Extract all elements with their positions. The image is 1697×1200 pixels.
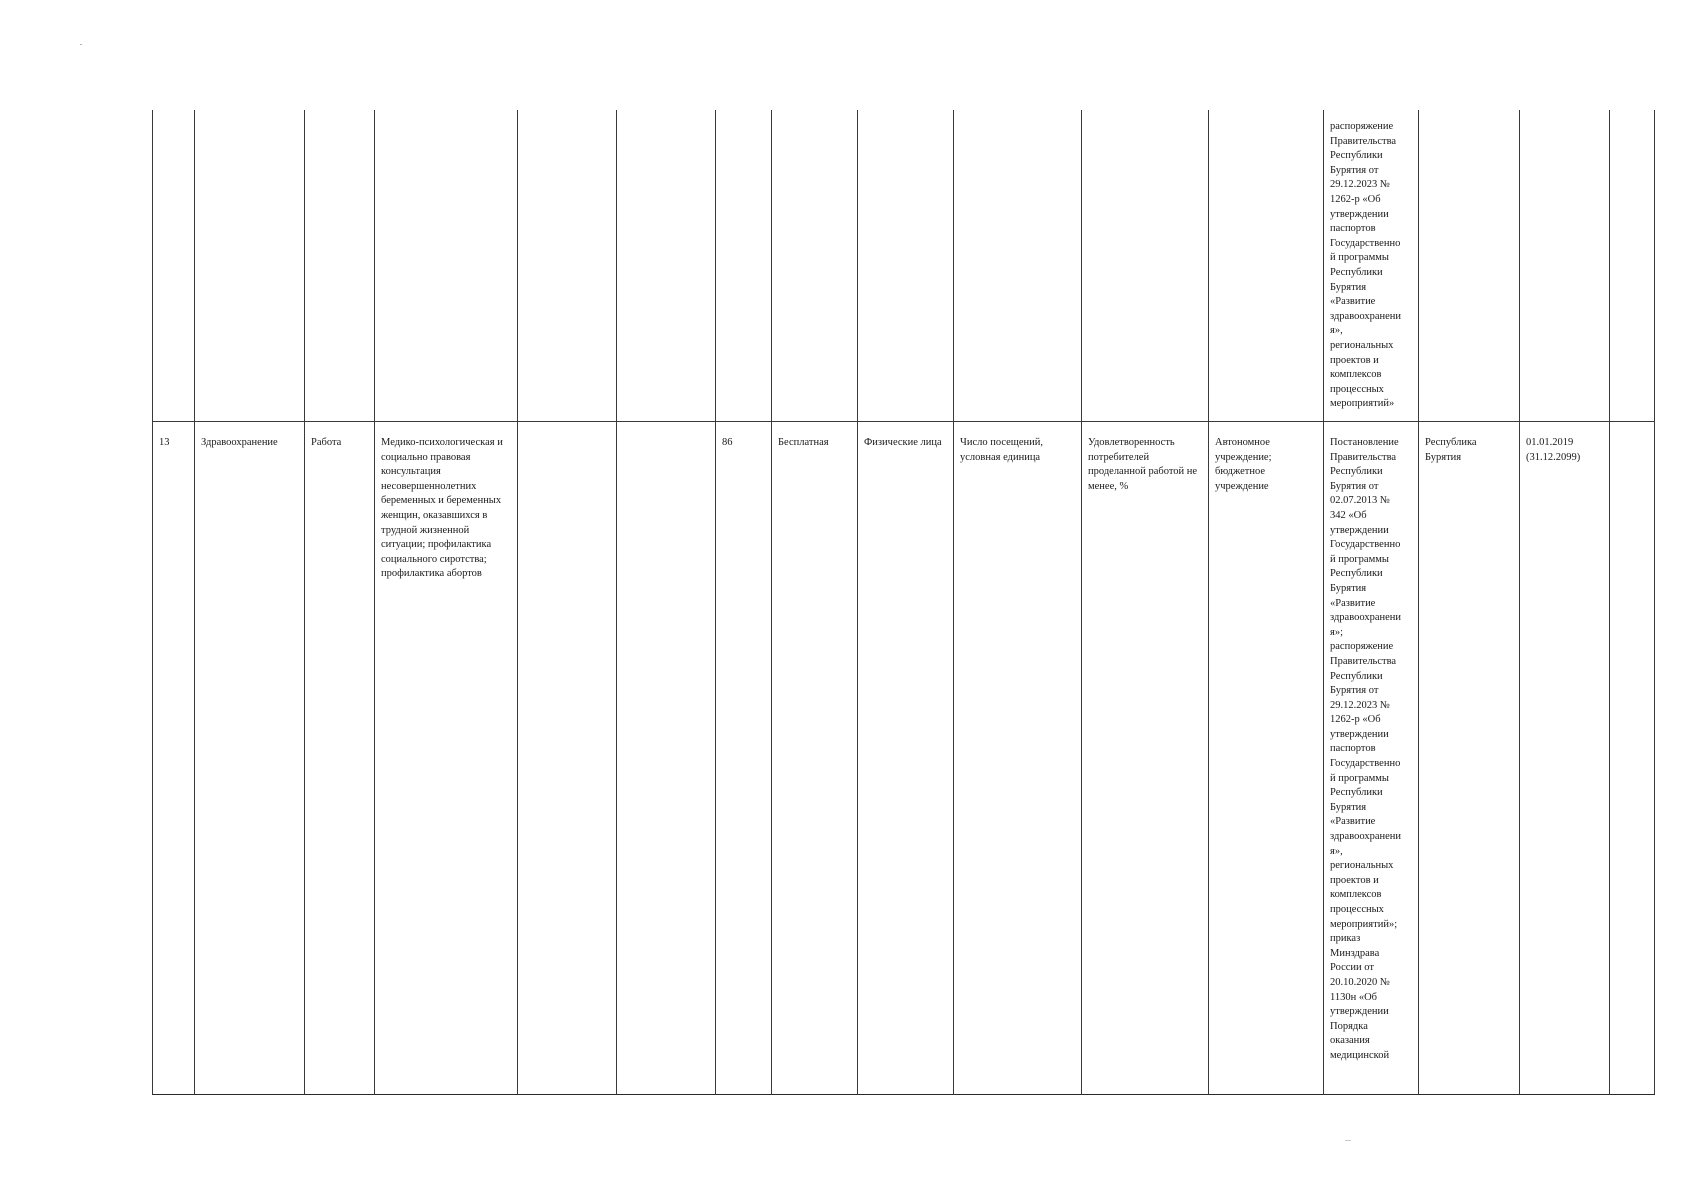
cell-volume-indicator: Число посещений, условная единица: [954, 422, 1082, 1095]
cell-sphere: Здравоохранение: [195, 422, 305, 1095]
cell-institution-type: [1209, 110, 1324, 422]
table-row: [153, 422, 1655, 1095]
cell-legal-basis: Постановление Правительства Республики Бурятия от 02.07.2013 № 342 «Об утверждении Государственно й программы Республики Бурятия «Развитие здравоохранени я»; распоряжение Правительства Республики Бурятия от 29.12.2023 № 1262-р «Об утверждении паспортов Государственно й программы Республики Бурятия «Развитие здравоохранени я», региональных проектов и комплексов процессных мероприятий»; приказ Минздрава России от 20.10.2020 № 1130н «Об утверждении Порядка оказания медицинской: [1324, 422, 1419, 1095]
cell-col6: [617, 422, 716, 1095]
cell-sphere: [195, 110, 305, 422]
cell-payment: Бесплатная: [772, 422, 858, 1095]
cell-consumers: Физические лица: [858, 422, 954, 1095]
cell-name: [375, 110, 518, 422]
cell-type: Работа: [305, 422, 375, 1095]
cell-code: [716, 110, 772, 422]
cell-type: [305, 110, 375, 422]
cell-legal-basis: распоряжение Правительства Республики Бурятия от 29.12.2023 № 1262-р «Об утверждении паспортов Государственно й программы Республики Бурятия «Развитие здравоохранени я», региональных проектов и комплексов процессных мероприятий»: [1324, 110, 1419, 422]
cell-col6: [617, 110, 716, 422]
cell-region: [1419, 110, 1520, 422]
cell-volume-indicator: [954, 110, 1082, 422]
cell-number: 13: [153, 422, 195, 1095]
cell-region: Республика Бурятия: [1419, 422, 1520, 1095]
cell-quality-indicator: [1082, 110, 1209, 422]
scan-artifact: [80, 44, 82, 45]
cell-quality-indicator: Удовлетворенность потребителей проделанной работой не менее, %: [1082, 422, 1209, 1095]
cell-col16: [1610, 422, 1655, 1095]
cell-number: [153, 110, 195, 422]
cell-code: 86: [716, 422, 772, 1095]
cell-dates: 01.01.2019 (31.12.2099): [1520, 422, 1610, 1095]
cell-payment: [772, 110, 858, 422]
cell-name: Медико-психологическая и социально правовая консультация несовершеннолетних беременных и беременных женщин, оказавшихся в трудной жизненной ситуации; профилактика социального сиротства; профилактика абортов: [375, 422, 518, 1095]
cell-dates: [1520, 110, 1610, 422]
cell-consumers: [858, 110, 954, 422]
cell-col16: [1610, 110, 1655, 422]
table-row-continuation: [153, 110, 1655, 422]
cell-col5: [518, 422, 617, 1095]
cell-institution-type: Автономное учреждение; бюджетное учреждение: [1209, 422, 1324, 1095]
scan-artifact: [1345, 1140, 1351, 1141]
services-registry-table: [152, 110, 1655, 1095]
cell-col5: [518, 110, 617, 422]
